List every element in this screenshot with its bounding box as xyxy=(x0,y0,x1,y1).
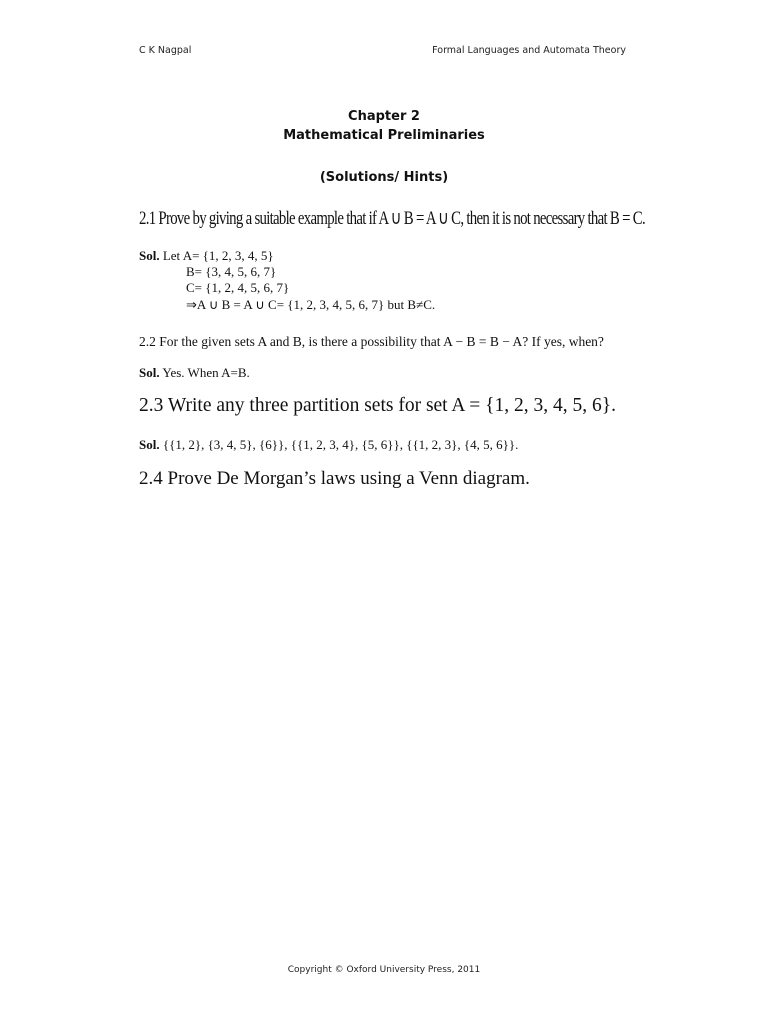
solution-text: {{1, 2}, {3, 4, 5}, {6}}, {{1, 2, 3, 4}, {5, 6}}, {{1, 2, 3}, {4, 5, 6}}. xyxy=(162,437,519,452)
solution-2-1-line-1 xyxy=(139,248,274,264)
chapter-title: Mathematical Preliminaries xyxy=(283,128,485,143)
solution-2-2 xyxy=(139,365,250,381)
solution-2-1-line-3: C= {1, 2, 4, 5, 6, 7} xyxy=(186,280,290,295)
footer-copyright: Copyright © Oxford University Press, 2011 xyxy=(287,965,481,975)
question-2-1: 2.1 Prove by giving a suitable example that if A ∪ B = A ∪ C, then it is not necessary that B = C. xyxy=(139,208,645,229)
header-author: C K Nagpal xyxy=(139,45,192,56)
question-2-3: 2.3 Write any three partition sets for set A = {1, 2, 3, 4, 5, 6}. xyxy=(139,395,616,416)
solution-2-3 xyxy=(139,437,518,453)
chapter-subtitle: (Solutions/ Hints) xyxy=(319,170,449,185)
solution-label: Sol. xyxy=(139,437,160,452)
question-2-2: 2.2 For the given sets A and B, is there a possibility that A − B = B − A? If yes, when? xyxy=(139,334,604,349)
solution-text: Yes. When A=B. xyxy=(162,365,250,380)
solution-2-1-line-2: B= {3, 4, 5, 6, 7} xyxy=(186,264,277,279)
solution-label: Sol. xyxy=(139,248,160,263)
header-book-title: Formal Languages and Automata Theory xyxy=(432,45,626,56)
solution-label: Sol. xyxy=(139,365,160,380)
chapter-number: Chapter 2 xyxy=(348,109,420,124)
question-2-4: 2.4 Prove De Morgan’s laws using a Venn diagram. xyxy=(139,468,530,489)
solution-2-1-line-4: ⇒A ∪ B = A ∪ C= {1, 2, 3, 4, 5, 6, 7} but B≠C. xyxy=(186,297,436,312)
solution-text: Let A= {1, 2, 3, 4, 5} xyxy=(162,248,274,263)
